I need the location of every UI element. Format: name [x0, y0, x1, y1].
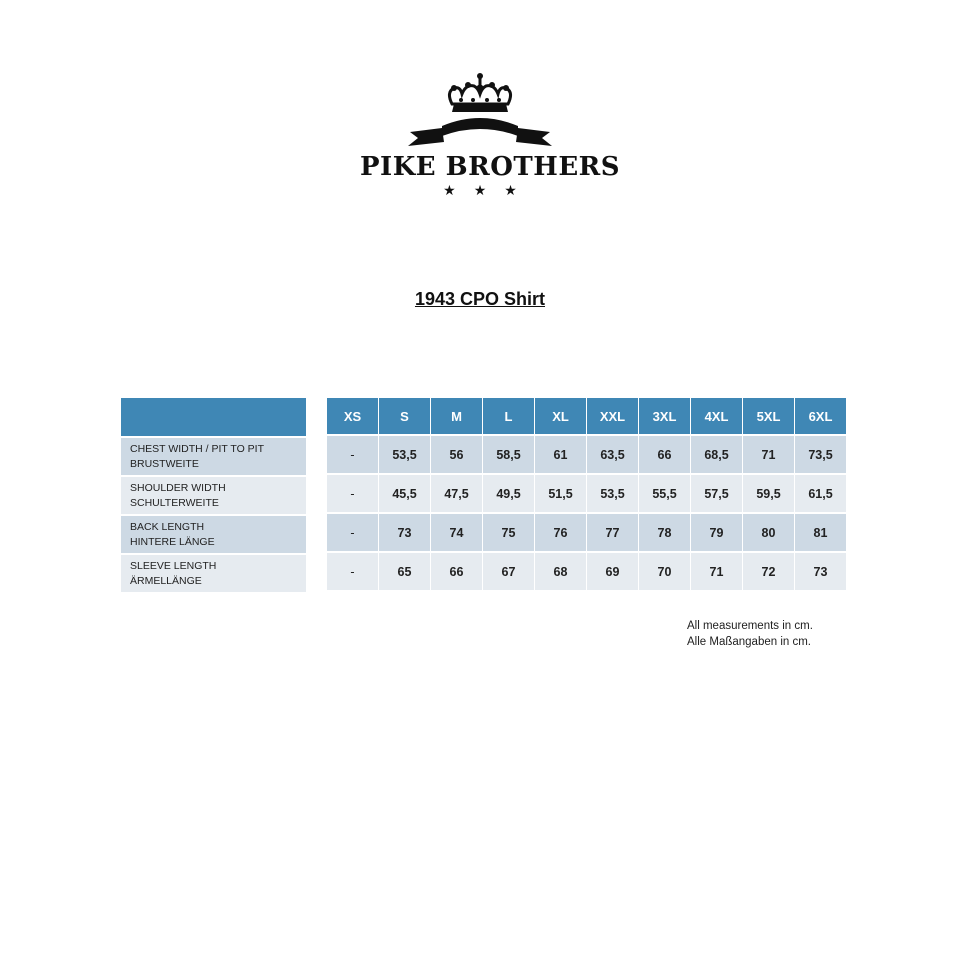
- label-chest-width: [121, 438, 306, 475]
- table-cell: -: [327, 475, 379, 514]
- table-cell: 70: [639, 553, 691, 592]
- table-cell: 53,5: [587, 475, 639, 514]
- size-header-row: [327, 398, 846, 436]
- label-sleeve-length: [121, 555, 306, 592]
- table-cell: 73: [379, 514, 431, 553]
- table-cell: 65: [379, 553, 431, 592]
- label-header-cell: [121, 398, 306, 436]
- table-cell: 49,5: [483, 475, 535, 514]
- table-cell: 80: [743, 514, 795, 553]
- label-german: ÄRMELLÄNGE: [130, 575, 202, 587]
- table-cell: -: [327, 553, 379, 592]
- label-german: SCHULTERWEITE: [130, 497, 219, 509]
- measurement-note: [687, 618, 813, 650]
- table-cell: 68: [535, 553, 587, 592]
- table-cell: 72: [743, 553, 795, 592]
- table-cell: -: [327, 436, 379, 475]
- table-cell: 71: [743, 436, 795, 475]
- size-header-cell: XL: [535, 398, 587, 436]
- table-cell: 73,5: [795, 436, 846, 475]
- table-row: [327, 436, 846, 475]
- table-cell: 77: [587, 514, 639, 553]
- size-header-cell: 4XL: [691, 398, 743, 436]
- label-english: SLEEVE LENGTH: [130, 560, 217, 572]
- table-cell: 75: [483, 514, 535, 553]
- table-cell: 55,5: [639, 475, 691, 514]
- table-cell: 73: [795, 553, 846, 592]
- table-cell: 51,5: [535, 475, 587, 514]
- size-header-cell: 6XL: [795, 398, 846, 436]
- table-cell: 53,5: [379, 436, 431, 475]
- size-header-cell: 5XL: [743, 398, 795, 436]
- label-english: CHEST WIDTH / PIT TO PIT: [130, 443, 264, 455]
- label-german: HINTERE LÄNGE: [130, 536, 215, 548]
- crown-banner-icon: [360, 70, 600, 150]
- size-header-cell: M: [431, 398, 483, 436]
- note-german: Alle Maßangaben in cm.: [687, 636, 812, 648]
- table-row: [327, 514, 846, 553]
- table-cell: 66: [639, 436, 691, 475]
- table-cell: 59,5: [743, 475, 795, 514]
- table-cell: 67: [483, 553, 535, 592]
- label-shoulder-width: [121, 477, 306, 514]
- table-cell: 78: [639, 514, 691, 553]
- table-cell: 45,5: [379, 475, 431, 514]
- page-title: 1943 CPO Shirt: [414, 289, 546, 309]
- table-cell: 61,5: [795, 475, 846, 514]
- brand-logo: [360, 70, 621, 200]
- table-cell: 69: [587, 553, 639, 592]
- brand-stars: ★★★: [443, 182, 535, 198]
- brand-name: PIKE BROTHERS: [360, 152, 621, 182]
- table-row: [327, 553, 846, 592]
- size-header-cell: 3XL: [639, 398, 691, 436]
- measurement-labels: [121, 398, 306, 594]
- table-cell: 47,5: [431, 475, 483, 514]
- table-cell: -: [327, 514, 379, 553]
- size-chart-table: [327, 398, 846, 592]
- table-cell: 56: [431, 436, 483, 475]
- table-cell: 57,5: [691, 475, 743, 514]
- table-cell: 71: [691, 553, 743, 592]
- table-cell: 76: [535, 514, 587, 553]
- table-cell: 58,5: [483, 436, 535, 475]
- table-cell: 81: [795, 514, 846, 553]
- note-english: All measurements in cm.: [687, 620, 813, 632]
- table-row: [327, 475, 846, 514]
- table-cell: 63,5: [587, 436, 639, 475]
- size-header-cell: L: [483, 398, 535, 436]
- size-header-cell: XS: [327, 398, 379, 436]
- table-cell: 66: [431, 553, 483, 592]
- size-header-cell: XXL: [587, 398, 639, 436]
- size-header-cell: S: [379, 398, 431, 436]
- table-cell: 61: [535, 436, 587, 475]
- label-english: SHOULDER WIDTH: [130, 482, 226, 494]
- label-german: BRUSTWEITE: [130, 458, 199, 470]
- table-cell: 79: [691, 514, 743, 553]
- table-cell: 74: [431, 514, 483, 553]
- label-english: BACK LENGTH: [130, 521, 205, 533]
- table-cell: 68,5: [691, 436, 743, 475]
- label-back-length: [121, 516, 306, 553]
